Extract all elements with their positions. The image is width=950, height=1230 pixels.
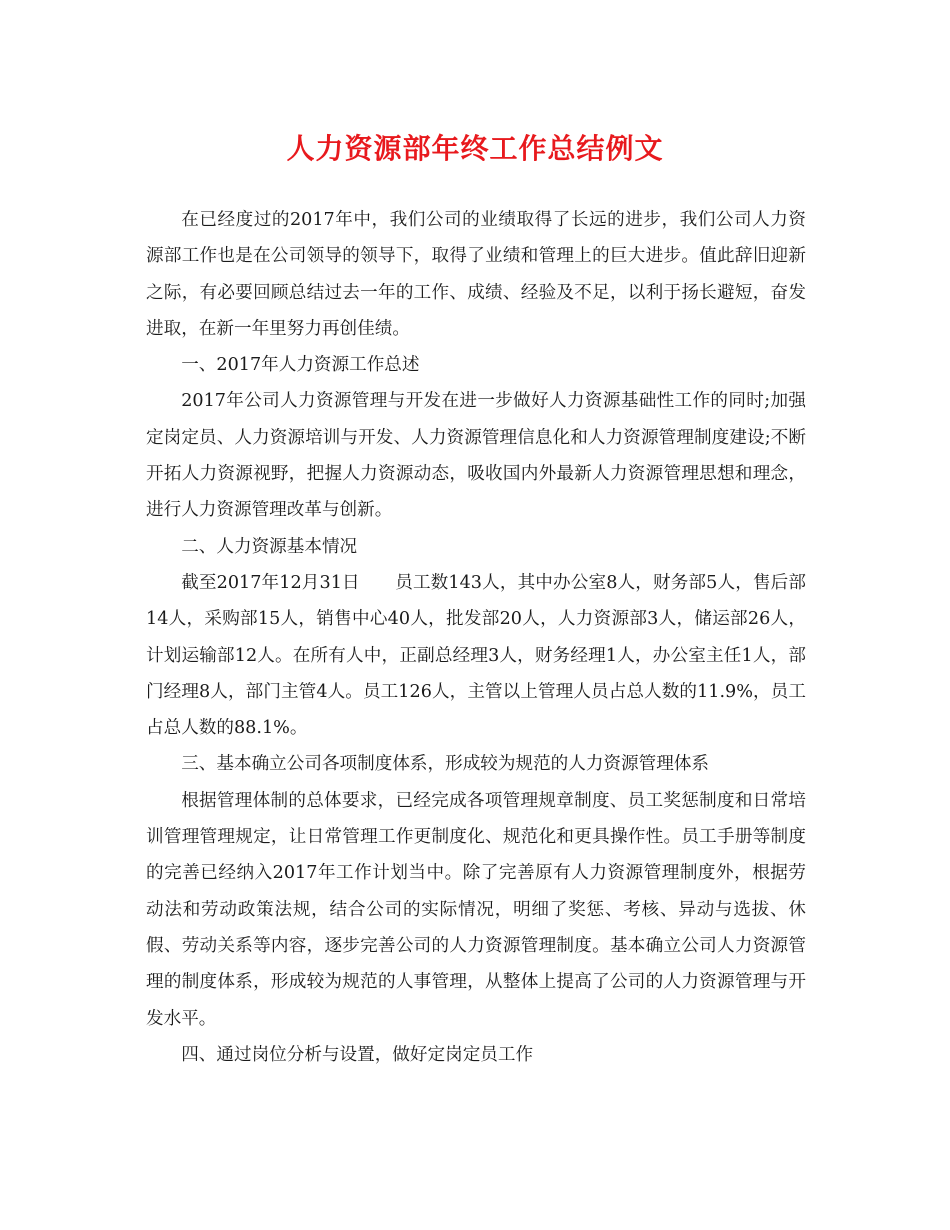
section-heading-2: 二、人力资源基本情况 bbox=[181, 536, 358, 557]
intro-paragraph: 在已经度过的2017年中，我们公司的业绩取得了长远的进步，我们公司人力资源部工作也是在公司领导的领导下，取得了业绩和管理上的巨大进步。值此辞旧迎新之际，有必要回顾总结过去一年的工作、成绩、经验及不足，以利于扬长避短，奋发进取，在新一年里努力再创佳绩。 bbox=[146, 210, 806, 339]
section-1-paragraph: 2017年公司人力资源管理与开发在进一步做好人力资源基础性工作的同时;加强定岗定员、人力资源培训与开发、人力资源管理信息化和人力资源管理制度建设;不断开拓人力资源视野，把握人力资源动态，吸收国内外最新人力资源管理思想和理念，进行人力资源管理改革与创新。 bbox=[146, 391, 806, 521]
section-2-paragraph: 截至2017年12月31日 员工数143人，其中办公室8人，财务部5人，售后部14人，采购部15人，销售中心40人，批发部20人，人力资源部3人，储运部26人，计划运输部12人。在所有人中，正副总经理3人，财务经理1人，办公室主任1人，部门经理8人，部门主管4人。员工126人，主管以上管理人员占总人数的11.9%，员工占总人数的88.1%。 bbox=[146, 572, 806, 739]
section-3-paragraph: 根据管理体制的总体要求，已经完成各项管理规章制度、员工奖惩制度和日常培训管理管理规定，让日常管理工作更制度化、规范化和更具操作性。员工手册等制度的完善已经纳入2017年工作计划当中。除了完善原有人力资源管理制度外，根据劳动法和劳动政策法规，结合公司的实际情况，明细了奖惩、考核、异动与选拔、休假、劳动关系等内容，逐步完善公司的人力资源管理制度。基本确立公司人力资源管理的制度体系，形成较为规范的人事管理，从整体上提高了公司的人力资源管理与开发水平。 bbox=[146, 790, 806, 1029]
document-title: 人力资源部年终工作总结例文 bbox=[286, 132, 664, 165]
section-heading-3: 三、基本确立公司各项制度体系，形成较为规范的人力资源管理体系 bbox=[181, 754, 710, 775]
section-heading-1: 一、2017年人力资源工作总述 bbox=[181, 355, 420, 376]
section-heading-4: 四、通过岗位分析与设置，做好定岗定员工作 bbox=[181, 1044, 534, 1065]
document-body bbox=[146, 202, 806, 1073]
